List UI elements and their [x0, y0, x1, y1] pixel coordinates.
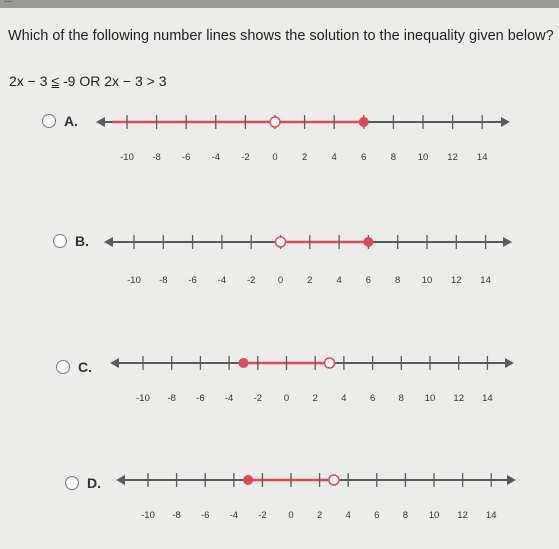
option-d-tick-label: 12 — [457, 510, 468, 521]
option-d-tick-label: 6 — [374, 510, 380, 521]
expr-left: 2x − 3 — [9, 73, 52, 89]
option-a-tick-label: -2 — [241, 152, 250, 163]
option-a-tick-label: 4 — [331, 152, 337, 163]
option-d-label: D. — [87, 475, 101, 491]
expr-rest: -9 OR 2x − 3 > 3 — [59, 73, 167, 89]
option-a-tick-label: 14 — [476, 152, 488, 163]
option-b-tick-label: 8 — [395, 275, 401, 286]
option-c-tick-label: 0 — [283, 393, 290, 404]
option-d-tick-label: 0 — [288, 510, 294, 521]
expr-le-symbol: ≤ — [51, 73, 60, 89]
option-a-tick-label: -4 — [211, 152, 221, 163]
option-c-tick-label: -6 — [196, 393, 205, 404]
option-c-tick-label: 2 — [312, 393, 318, 404]
option-d-tick-label: 14 — [485, 510, 497, 521]
option-a-tick-label: 10 — [417, 152, 429, 163]
option-c-tick-label: 8 — [398, 393, 404, 404]
option-a-tick-label: 2 — [301, 152, 308, 163]
option-c-tick-label: -8 — [167, 393, 176, 404]
option-d-tick-label: 2 — [316, 510, 323, 521]
option-a-tick-label: 6 — [361, 152, 367, 163]
question-prompt: Which of the following number lines shows the solution to the inequality given below? — [8, 28, 554, 44]
option-b-tick-label: -2 — [246, 275, 256, 286]
option-a-label: A. — [64, 113, 78, 129]
option-b-tick-label: -10 — [127, 275, 141, 286]
option-c-tick-label: 10 — [424, 393, 436, 404]
option-c-label: C. — [78, 359, 92, 375]
option-a-tick-label: 8 — [390, 152, 397, 163]
option-d-tick-label: 8 — [402, 510, 409, 521]
option-c-tick-label: 12 — [453, 393, 464, 404]
option-b-tick-label: 14 — [480, 275, 491, 286]
option-c-tick-label: 6 — [369, 393, 376, 404]
option-b-tick-label: 6 — [365, 275, 372, 286]
option-b-tick-label: -6 — [188, 275, 197, 286]
option-c-tick-label: -4 — [224, 393, 234, 404]
option-c-tick-label: 14 — [482, 393, 493, 404]
option-d-right-arrow-icon — [507, 475, 516, 485]
option-d-tick-label: -8 — [172, 510, 181, 521]
option-d-left-arrow-icon — [116, 475, 125, 485]
option-d-open-point — [329, 475, 339, 485]
option-d-tick-label: -2 — [258, 510, 267, 521]
option-a-tick-label: -8 — [152, 152, 161, 163]
option-a-tick-label: -10 — [120, 152, 134, 163]
option-b-tick-label: -4 — [217, 275, 227, 286]
option-b-tick-label: 4 — [336, 275, 342, 286]
option-d-tick-label: 10 — [428, 510, 440, 521]
option-d-tick-label: -6 — [200, 510, 210, 521]
option-c-tick-label: -10 — [136, 393, 150, 404]
option-b-tick-label: 10 — [421, 275, 433, 286]
option-c-tick-label: -2 — [253, 393, 263, 404]
option-d-tick-label: 4 — [345, 510, 351, 521]
option-c-tick-label: 4 — [341, 393, 347, 404]
option-d-tick-label: -10 — [141, 510, 155, 521]
option-a-tick-label: -6 — [181, 152, 191, 163]
option-a-tick-label: 12 — [447, 152, 458, 163]
option-b-tick-label: 2 — [307, 275, 313, 286]
option-b-tick-label: 12 — [451, 275, 462, 286]
option-a-tick-label: 0 — [272, 152, 278, 163]
option-b-tick-label: 0 — [277, 275, 284, 286]
option-b-tick-label: -8 — [159, 275, 168, 286]
option-d-tick-label: -4 — [229, 510, 239, 521]
option-d-closed-point — [243, 475, 253, 485]
option-b-label: B. — [75, 233, 89, 249]
